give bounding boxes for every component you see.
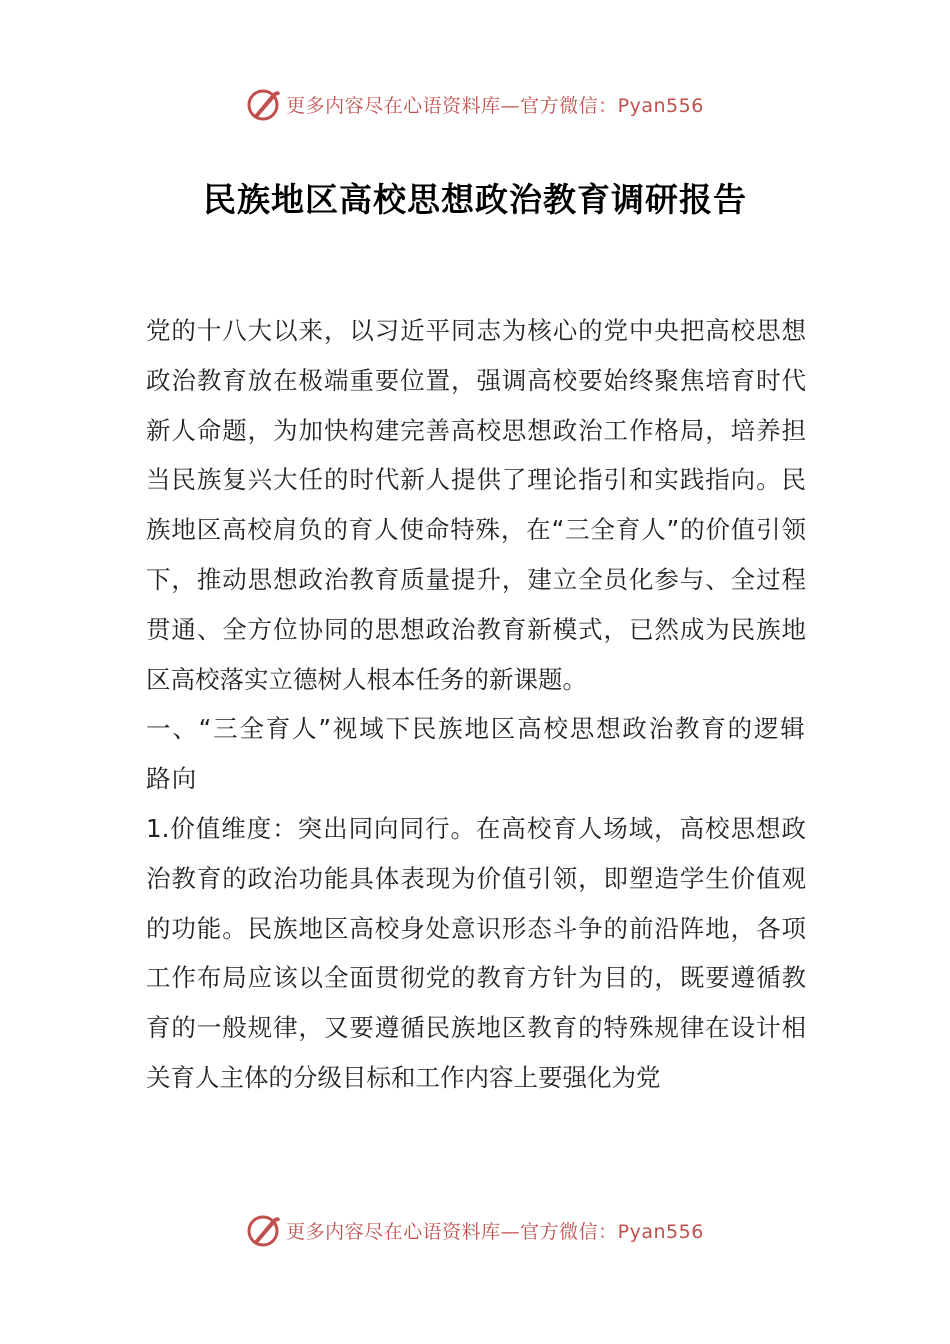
body-paragraph: 1.价值维度：突出同向同行。在高校育人场域，高校思想政治教育的政治功能具体表现为价值引领，即塑造学生价值观的功能。民族地区高校身处意识形态斗争的前沿阵地，各项工作布局应该以全面贯彻党的教育方针为目的，既要遵循教育的一般规律，又要遵循民族地区教育的特殊规律在设计相关育人主体的分级目标和工作内容上要强化为党	[146, 813, 806, 1092]
footer-banner	[0, 1210, 950, 1250]
document-body	[146, 306, 806, 1103]
quill-logo-icon	[246, 86, 282, 122]
document-title: 民族地区高校思想政治教育调研报告	[203, 180, 747, 219]
wechat-id: Pyan556	[617, 1220, 704, 1243]
intro-paragraph: 党的十八大以来，以习近平同志为核心的党中央把高校思想政治教育放在极端重要位置，强调高校要始终聚焦培育时代新人命题，为加快构建完善高校思想政治工作格局，培养担当民族复兴大任的时代新人提供了理论指引和实践指向。民族地区高校肩负的育人使命特殊，在“三全育人”的价值引领下，推动思想政治教育质量提升，建立全员化参与、全过程贯通、全方位协同的思想政治教育新模式，已然成为民族地区高校落实立德树人根本任务的新课题。	[146, 316, 806, 694]
wechat-id: Pyan556	[617, 94, 704, 117]
banner-text: 更多内容尽在心语资料库—官方微信：Pyan556	[286, 94, 704, 117]
section-heading: 一、“三全育人”视域下民族地区高校思想政治教育的逻辑路向	[146, 714, 806, 794]
banner-text: 更多内容尽在心语资料库—官方微信：Pyan556	[286, 1220, 704, 1243]
quill-logo-icon	[246, 1212, 282, 1248]
header-banner	[0, 84, 950, 124]
